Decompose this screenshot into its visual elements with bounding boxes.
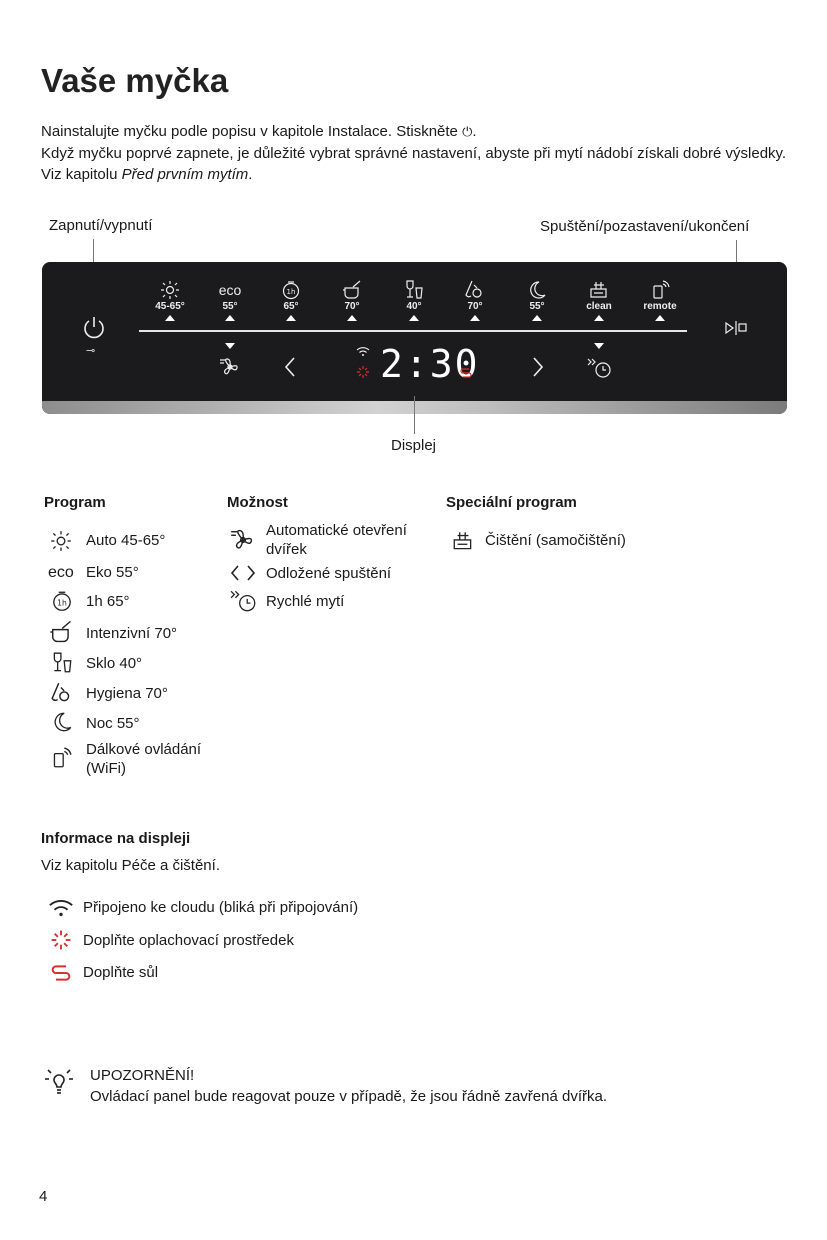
intro — [41, 121, 801, 185]
door-option-indicator — [225, 343, 235, 349]
hygiene-icon — [50, 682, 74, 704]
program-eco[interactable]: eco 55° — [200, 280, 260, 321]
option-item-quick: Rychlé mytí — [266, 593, 345, 610]
display-clock: 2:30 — [380, 342, 480, 386]
display-info-salt: Doplňte sůl — [83, 964, 159, 981]
start-pause-icon[interactable] — [724, 320, 748, 336]
option-item-door-open: Automatické otevření dvířek — [266, 522, 407, 558]
rinse-aid-indicator-icon — [356, 365, 370, 379]
door-open-option-icon[interactable] — [219, 357, 241, 377]
moon-icon — [50, 711, 74, 733]
auto-icon — [159, 280, 181, 300]
power-glyph: ⏻ — [462, 125, 473, 140]
eco-icon: eco — [48, 564, 74, 581]
lightbulb-icon — [43, 1066, 75, 1098]
page-number: 4 — [39, 1188, 48, 1205]
moon-icon — [526, 280, 548, 300]
child-lock-symbol: ⊸ — [86, 344, 96, 357]
timer-1h-icon — [280, 280, 302, 300]
chevrons-left-right-icon — [230, 564, 256, 582]
remote-icon — [649, 280, 671, 300]
glass-icon — [403, 280, 425, 300]
eco-icon: eco — [218, 282, 242, 298]
program-item-hygiene: Hygiena 70° — [86, 685, 168, 702]
notice-title: UPOZORNĚNÍ! — [90, 1067, 195, 1084]
display-info-subtitle: Viz kapitolu Péče a čištění. — [41, 857, 220, 874]
door-open-option-icon — [230, 528, 256, 552]
program-hygiene[interactable]: 70° — [445, 280, 505, 321]
program-night[interactable]: 55° — [507, 280, 567, 321]
start-label: Spuštění/pozastavení/ukončení — [540, 218, 750, 235]
svg-text:1h: 1h — [286, 288, 296, 296]
display-info-heading: Informace na displeji — [41, 830, 191, 847]
quick-wash-option-icon[interactable] — [587, 357, 613, 379]
pot-icon — [341, 280, 363, 300]
special-item-clean: Čištění (samočištění) — [485, 532, 626, 549]
option-heading: Možnost — [227, 494, 288, 511]
display-info-rinse: Doplňte oplachovací prostředek — [83, 932, 294, 949]
quick-option-indicator — [594, 343, 604, 349]
program-item-night: Noc 55° — [86, 715, 140, 732]
hygiene-icon — [464, 280, 486, 300]
special-heading: Speciální program — [446, 494, 577, 511]
power-button-icon[interactable] — [82, 315, 106, 341]
clean-icon — [588, 280, 610, 300]
panel-divider — [139, 330, 687, 332]
clean-icon — [451, 530, 475, 552]
pot-icon — [48, 620, 74, 644]
display-leader-line — [414, 396, 415, 434]
intro-line-1: Nainstalujte myčku podle popisu v kapitole Instalace. Stiskněte ⏻. — [41, 123, 477, 140]
program-item-1h: 1h 65° — [86, 593, 130, 610]
power-label: Zapnutí/vypnutí — [49, 217, 153, 234]
page-title: Vaše myčka — [41, 62, 229, 99]
intro-line-2: Když myčku poprvé zapnete, je důležité vybrat správné nastavení, abyste při mytí nádobí získali dobré výsledky. Viz kapitolu Před prvním mytím. — [41, 145, 787, 183]
quick-wash-icon — [230, 589, 258, 613]
svg-text:1h: 1h — [57, 598, 67, 608]
wifi-indicator-icon — [356, 346, 370, 356]
remote-icon — [49, 746, 73, 770]
display-label: Displej — [391, 437, 437, 454]
program-heading: Program — [44, 494, 106, 511]
rinse-aid-icon — [50, 929, 72, 951]
salt-indicator-icon — [460, 367, 472, 379]
control-panel — [42, 262, 787, 414]
notice-text: Ovládací panel bude reagovat pouze v případě, že jsou řádně zavřená dvířka. — [90, 1088, 607, 1105]
salt-icon — [51, 963, 71, 983]
program-item-remote: Dálkové ovládání (WiFi) — [86, 741, 202, 777]
option-item-delay: Odložené spuštění — [266, 565, 392, 582]
program-remote[interactable]: remote — [630, 280, 690, 321]
timer-1h-icon — [50, 590, 74, 612]
program-glass[interactable]: 40° — [384, 280, 444, 321]
program-item-eco: Eko 55° — [86, 564, 139, 581]
glass-icon — [50, 652, 74, 674]
program-item-glass: Sklo 40° — [86, 655, 143, 672]
program-intensive[interactable]: 70° — [322, 280, 382, 321]
chevron-right-icon[interactable] — [531, 356, 545, 378]
program-item-intensive: Intenzivní 70° — [86, 625, 178, 642]
display-info-cloud: Připojeno ke cloudu (bliká při připojování) — [83, 899, 359, 916]
program-item-auto: Auto 45-65° — [86, 532, 166, 549]
program-auto[interactable]: 45-65° — [140, 280, 200, 321]
chevron-left-icon[interactable] — [283, 356, 297, 378]
wifi-icon — [48, 897, 74, 917]
program-clean[interactable]: clean — [569, 280, 629, 321]
auto-icon — [49, 530, 73, 552]
program-1h[interactable]: 1h 65° — [261, 280, 321, 321]
